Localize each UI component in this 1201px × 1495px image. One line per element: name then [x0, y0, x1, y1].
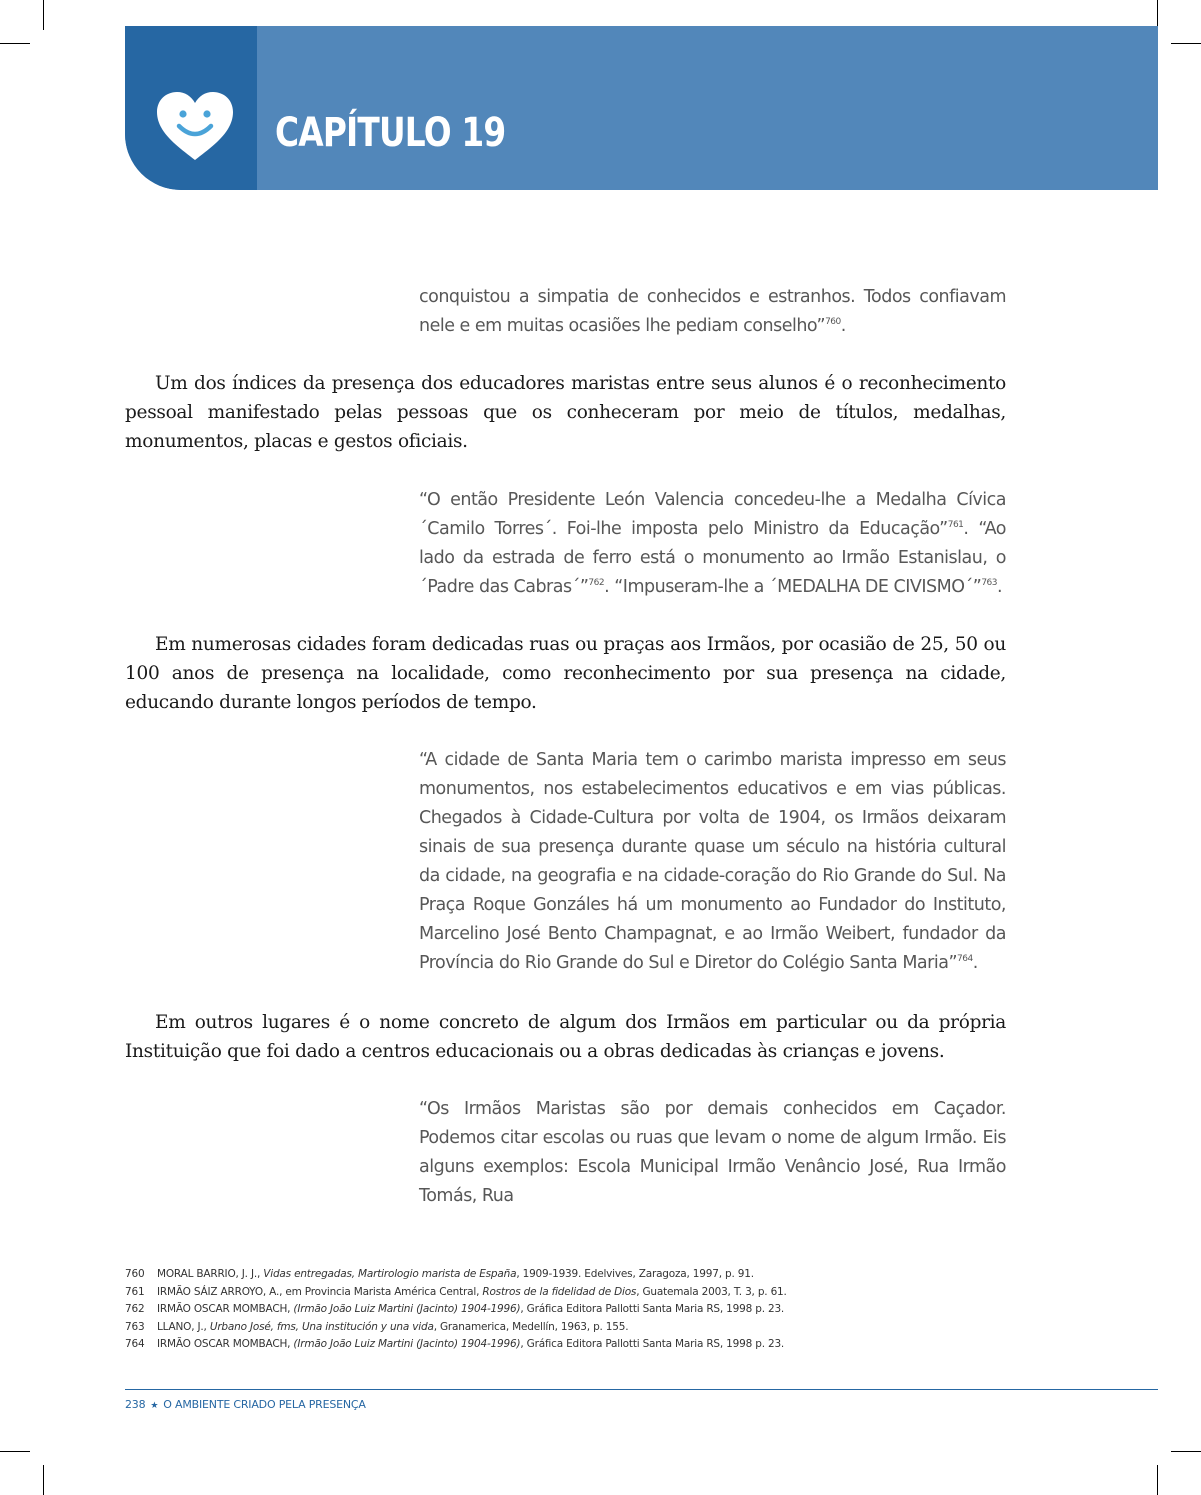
quote-text: conquistou a simpatia de conhecidos e estranhos. Todos confiavam nele e em muitas ocasiões lhe pediam conselho”: [419, 287, 1006, 336]
footnote-text: , Gráfica Editora Pallotti Santa Maria RS, 1998 p. 23.: [520, 1338, 785, 1350]
chapter-icon-block: [125, 26, 257, 190]
footer-rule: [125, 1389, 1158, 1390]
footnote-text: , Granamerica, Medellín, 1963, p. 155.: [433, 1320, 629, 1333]
running-footer: [125, 1398, 366, 1411]
smiling-heart-icon: [155, 90, 235, 162]
footnote-title: Vidas entregadas, Martirologio marista de España: [263, 1268, 517, 1280]
footnote-title: (Irmão João Luiz Martini (Jacinto) 1904-1996): [293, 1338, 521, 1350]
footnote-number: 764: [125, 1338, 145, 1350]
crop-mark: [43, 1465, 44, 1495]
star-icon: ★: [150, 1401, 159, 1411]
footnote-number: 762: [125, 1303, 145, 1315]
block-quote: [419, 746, 1006, 978]
footnote-text: LLANO, J.,: [157, 1320, 210, 1333]
footnote: [125, 1301, 1025, 1319]
footnote-ref[interactable]: 761: [947, 520, 964, 531]
quote-text: . “Ao lado da estrada de ferro está o monumento ao Irmão Estanislau, o ´Padre das Cabras´”: [419, 519, 1007, 597]
quote-text: .: [972, 953, 978, 973]
quote-text: .: [840, 316, 846, 336]
footnote: [125, 1319, 1025, 1337]
page-number: 238: [125, 1398, 146, 1411]
chapter-header: [125, 26, 1158, 190]
footnote-ref[interactable]: 762: [588, 578, 605, 589]
crop-mark: [43, 0, 44, 30]
footnote-number: 760: [125, 1268, 145, 1280]
footnote-number: 761: [125, 1285, 145, 1298]
footnote-ref[interactable]: 764: [957, 954, 973, 965]
body-paragraph: Um dos índices da presença dos educadores maristas entre seus alunos é o reconhecimento pessoal manifestado pelas pessoas que os conheceram por meio de títulos, medalhas, monumentos, placas e gestos oficiais.: [125, 373, 1006, 452]
body-paragraph: Em outros lugares é o nome concreto de algum dos Irmãos em particular ou da própria Instituição que foi dado a centros educacionais ou a obras dedicadas às crianças e jovens.: [125, 1012, 1006, 1062]
footnote-text: IRMÃO SÁIZ ARROYO, A., em Provincia Marista América Central,: [157, 1285, 483, 1298]
footnote: [125, 1284, 1025, 1302]
quote-text: . “Impuseram-lhe a ´MEDALHA DE CIVISMO´”: [604, 577, 982, 597]
footnote-text: , Guatemala 2003, T. 3, p. 61.: [636, 1285, 787, 1298]
footnote-text: IRMÃO OSCAR MOMBACH,: [157, 1338, 294, 1350]
footnote-text: , Gráfica Editora Pallotti Santa Maria RS, 1998 p. 23.: [520, 1303, 785, 1315]
crop-mark: [0, 43, 30, 44]
footnote-ref[interactable]: 760: [825, 317, 841, 328]
footnote: [125, 1336, 1025, 1354]
crop-mark: [1157, 1465, 1158, 1495]
block-quote: [419, 486, 1006, 602]
footnote-ref[interactable]: 763: [981, 578, 998, 589]
quote-text: .: [997, 577, 1003, 597]
footnote-number: 763: [125, 1320, 145, 1333]
footnote-text: MORAL BARRIO, J. J.,: [157, 1268, 264, 1280]
footnote-text: , 1909-1939. Edelvives, Zaragoza, 1997, p. 91.: [516, 1268, 754, 1280]
footnotes: [125, 1266, 1025, 1354]
crop-mark: [1171, 1451, 1201, 1452]
section-title: O AMBIENTE CRIADO PELA PRESENÇA: [163, 1398, 366, 1411]
footnote: [125, 1266, 1025, 1284]
quote-text: “A cidade de Santa Maria tem o carimbo marista impresso em seus monumentos, nos estabelecimentos educativos e em vias públicas. Chegados à Cidade-Cultura por volta de 1904, os Irmãos deixaram sinais de sua presença durante quase um século na história cultural da cidade, na geografia e na cidade-coração do Rio Grande do Sul. Na Praça Roque Gonzáles há um monumento ao Fundador do Instituto, Marcelino José Bento Champagnat, e ao Irmão Weibert, fundador da Província do Rio Grande do Sul e Diretor do Colégio Santa Maria”: [419, 750, 1006, 973]
body-paragraph: Em numerosas cidades foram dedicadas ruas ou praças aos Irmãos, por ocasião de 25, 50 ou 100 anos de presença na localidade, como reconhecimento por sua presença na cidade, educando durante longos períodos de tempo.: [125, 634, 1006, 713]
chapter-title: CAPÍTULO 19: [275, 110, 506, 156]
footnote-title: Rostros de la fidelidad de Dios: [482, 1285, 637, 1298]
crop-mark: [1171, 43, 1201, 44]
footnote-title: (Irmão João Luiz Martini (Jacinto) 1904-1996): [293, 1303, 521, 1315]
crop-mark: [0, 1451, 30, 1452]
footnote-text: IRMÃO OSCAR MOMBACH,: [157, 1303, 294, 1315]
footnote-title: Urbano José, fms, Una institución y una vida: [209, 1320, 434, 1333]
block-quote: [419, 283, 1006, 341]
quote-text: “Os Irmãos Maristas são por demais conhecidos em Caçador. Podemos citar escolas ou ruas que levam o nome de algum Irmão. Eis alguns exemplos: Escola Municipal Irmão Venâncio José, Rua Irmão Tomás, Rua: [419, 1099, 1006, 1206]
quote-text: “O então Presidente León Valencia concedeu-lhe a Medalha Cívica ´Camilo Torres´. Foi-lhe imposta pelo Ministro da Educação”: [419, 490, 1006, 539]
block-quote: [419, 1095, 1006, 1211]
